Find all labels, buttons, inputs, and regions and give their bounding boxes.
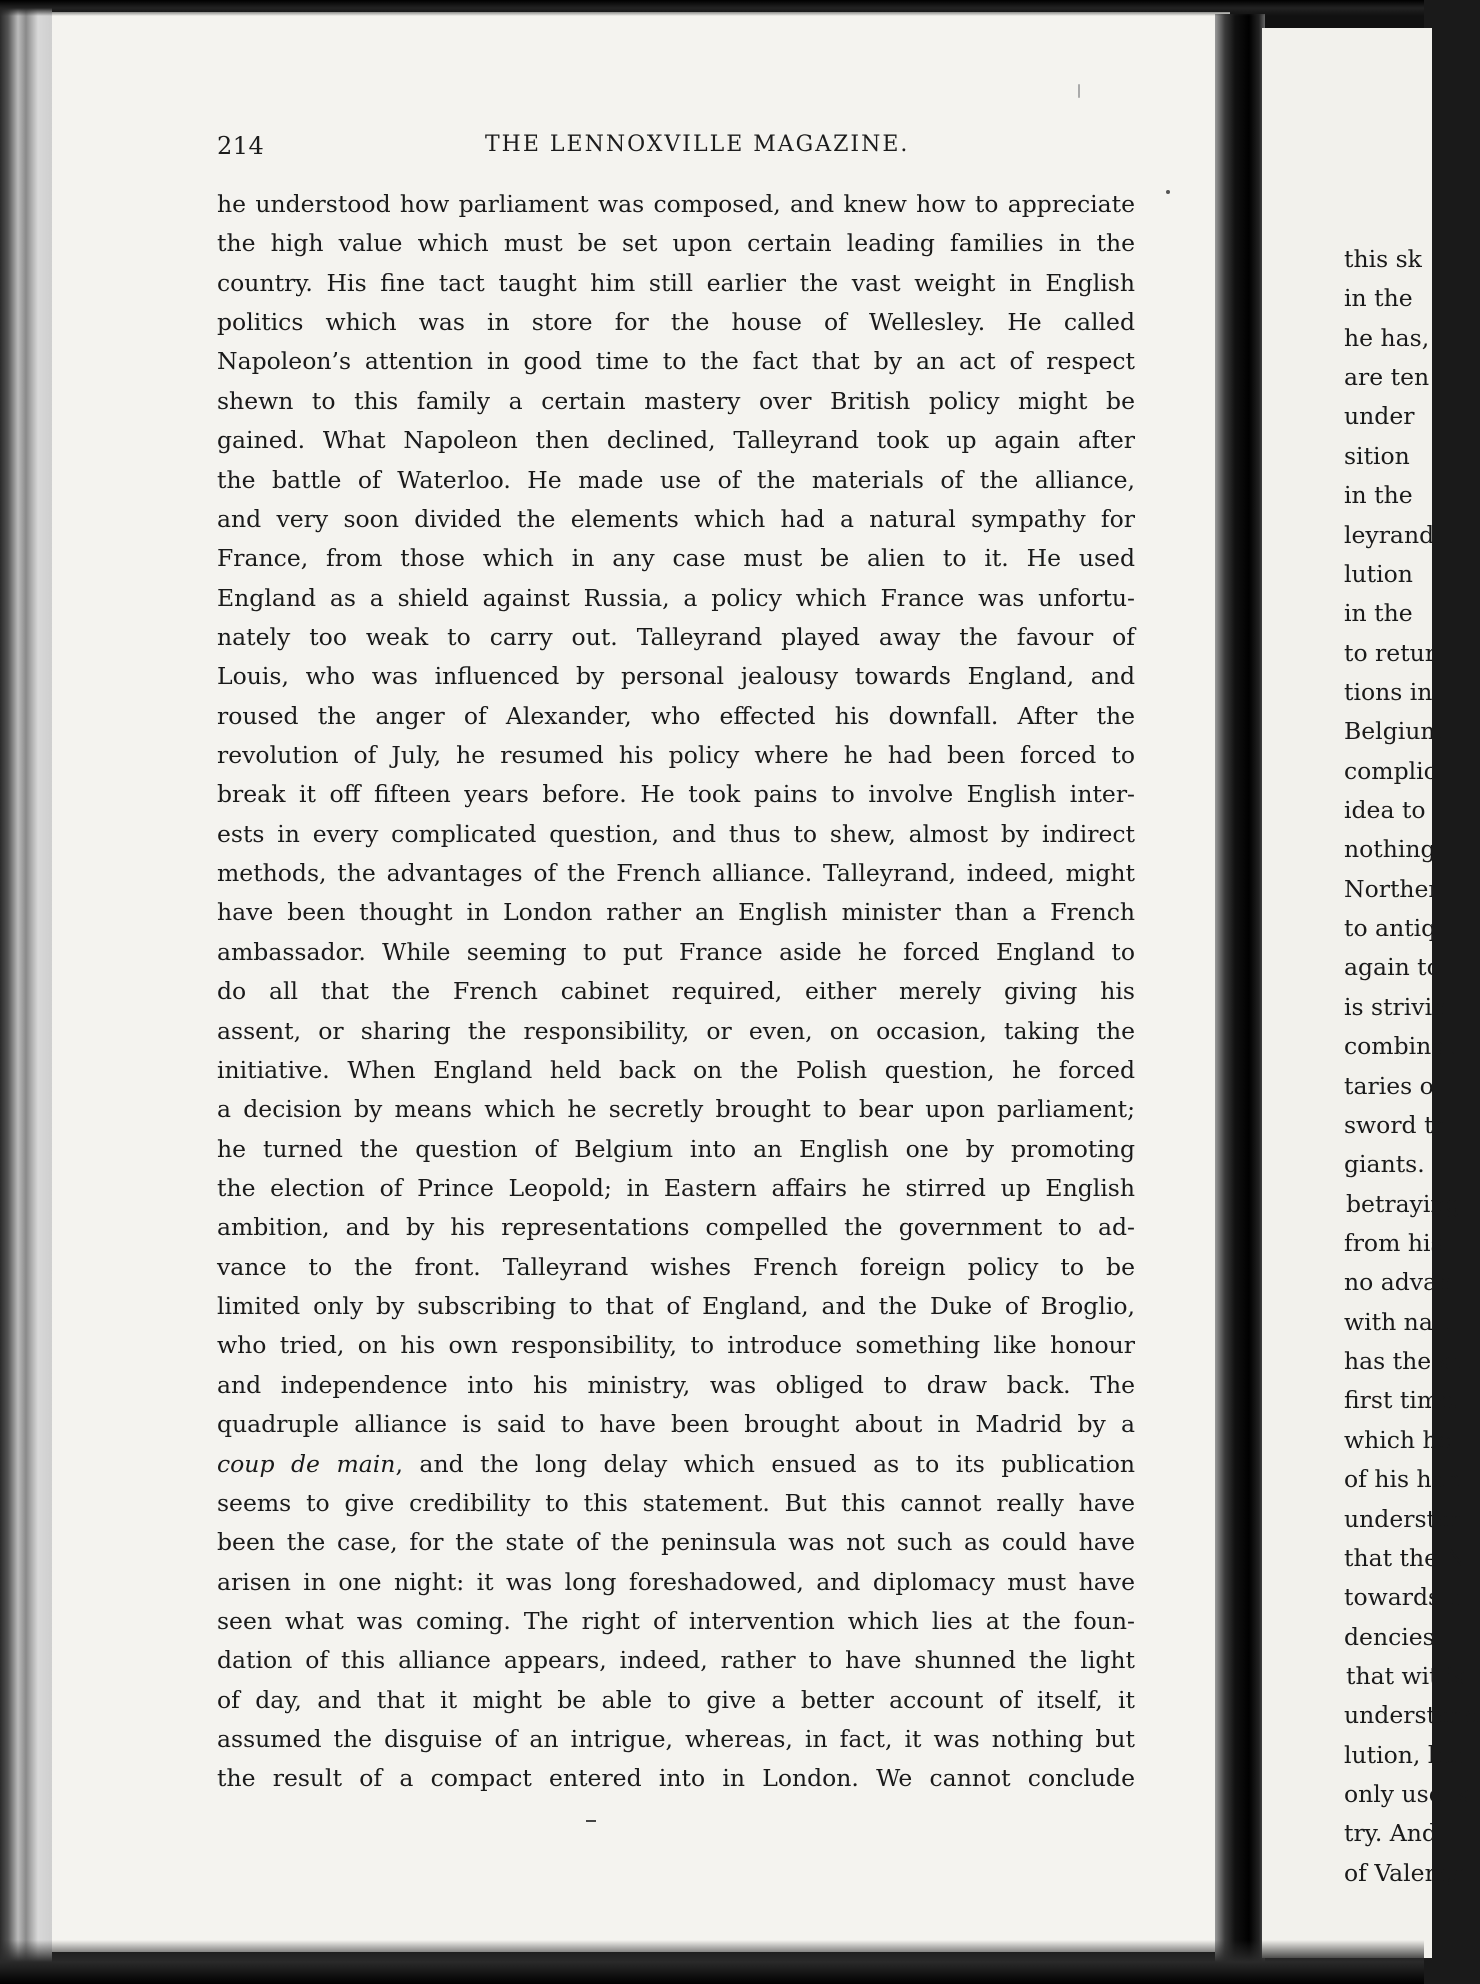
facing-text-line: combinat <box>1344 1032 1455 1061</box>
text-line: ambassador. While seeming to put France aside he forced England to <box>217 937 1135 966</box>
text-line: gained. What Napoleon then declined, Talleyrand took up again after <box>217 426 1135 455</box>
facing-text-line: dencies. <box>1344 1622 1443 1651</box>
facing-text-line: Belgium <box>1344 717 1443 746</box>
facing-text-line: in the <box>1344 284 1413 313</box>
facing-text-line: no advan <box>1344 1268 1453 1297</box>
text-line: a decision by means which he secretly brought to bear upon parliament; <box>217 1095 1135 1124</box>
facing-text-line: that the N <box>1344 1543 1467 1572</box>
text-line: assumed the disguise of an intrigue, whereas, in fact, it was nothing but <box>217 1725 1135 1754</box>
facing-text-line: of his han <box>1344 1465 1461 1494</box>
facing-text-line: giants. <box>1344 1150 1425 1179</box>
text-line: France, from those which in any case must be alien to it. He used <box>217 544 1135 573</box>
facing-text-line: under <box>1344 402 1415 431</box>
facing-text-line: in the <box>1344 599 1413 628</box>
facing-text-line: try. And <box>1344 1819 1437 1848</box>
text-line: the high value which must be set upon certain leading families in the <box>217 229 1135 258</box>
text-line: have been thought in London rather an English minister than a French <box>217 898 1135 927</box>
text-line: vance to the front. Talleyrand wishes French foreign policy to be <box>217 1252 1135 1281</box>
text-line: ambition, and by his representations compelled the government to ad- <box>217 1213 1135 1242</box>
bottom-edge-shadow <box>0 1940 1424 1984</box>
page-number: 214 <box>217 132 265 160</box>
text-line: methods, the advantages of the French alliance. Talleyrand, indeed, might <box>217 859 1135 888</box>
text-line: arisen in one night: it was long foreshadowed, and diplomacy must have <box>217 1567 1135 1596</box>
text-line: nately too weak to carry out. Talleyrand played away the favour of <box>217 622 1135 651</box>
text-line: dation of this alliance appears, indeed, rather to have shunned the light <box>217 1646 1135 1675</box>
text-line: do all that the French cabinet required, either merely giving his <box>217 977 1135 1006</box>
facing-text-line: from his <box>1344 1228 1443 1257</box>
book-binding-edge <box>0 0 52 1984</box>
text-line: country. His fine tact taught him still earlier the vast weight in English <box>217 268 1135 297</box>
text-line: Louis, who was influenced by personal jealousy towards England, and <box>217 662 1135 691</box>
facing-text-line: which he <box>1344 1425 1452 1454</box>
facing-text-line: lution <box>1344 559 1413 588</box>
facing-page <box>1262 28 1480 1958</box>
facing-text-line: nothing <box>1344 835 1436 864</box>
facing-text-line: towards it <box>1344 1583 1465 1612</box>
text-line: coup de main, and the long delay which ensued as to its publication <box>217 1449 1135 1478</box>
facing-text-line: only use is <box>1344 1780 1470 1809</box>
facing-text-line: that wit is <box>1346 1661 1466 1690</box>
text-line: initiative. When England held back on the Polish question, he forced <box>217 1055 1135 1084</box>
italic-phrase: coup de main <box>217 1449 396 1478</box>
text-line: and independence into his ministry, was obliged to draw back. The <box>217 1370 1135 1399</box>
text-line: and very soon divided the elements which had a natural sympathy for <box>217 504 1135 533</box>
top-edge-shadow <box>0 0 1424 16</box>
text-line: ests in every complicated question, and thus to shew, almost by indirect <box>217 819 1135 848</box>
facing-text-line: has the st <box>1344 1347 1461 1376</box>
text-line: seen what was coming. The right of intervention which lies at the foun- <box>217 1606 1135 1635</box>
facing-text-line: is strivin <box>1344 992 1448 1021</box>
facing-text-line: tions in <box>1344 677 1433 706</box>
facing-text-line: to antiq <box>1344 914 1437 943</box>
facing-text-line: taries of <box>1344 1071 1443 1100</box>
facing-text-line: first time. <box>1344 1386 1461 1415</box>
facing-text-line: understan <box>1344 1504 1466 1533</box>
text-line: seems to give credibility to this statement. But this cannot really have <box>217 1488 1135 1517</box>
ink-speck <box>1166 190 1170 194</box>
text-line: revolution of July, he resumed his policy where he had been forced to <box>217 741 1135 770</box>
facing-text-line: this sk <box>1344 245 1422 273</box>
text-line: shewn to this family a certain mastery over British policy might be <box>217 386 1135 415</box>
body-text <box>217 185 1135 1799</box>
text-line: quadruple alliance is said to have been brought about in Madrid by a <box>217 1410 1135 1439</box>
text-line: who tried, on his own responsibility, to introduce something like honour <box>217 1331 1135 1360</box>
facing-text-line: again to <box>1344 953 1441 982</box>
facing-page-text <box>1344 240 1480 1893</box>
facing-text-line: he has, <box>1344 323 1430 352</box>
text-line: Napoleon’s attention in good time to the fact that by an act of respect <box>217 347 1135 376</box>
text-line: England as a shield against Russia, a policy which France was unfortu- <box>217 583 1135 612</box>
text-line: the result of a compact entered into in London. We cannot conclude <box>217 1764 1135 1793</box>
page-header <box>217 132 1135 172</box>
facing-text-line: lution, but <box>1344 1740 1468 1769</box>
text-line: limited only by subscribing to that of England, and the Duke of Broglio, <box>217 1292 1135 1321</box>
text-line: assent, or sharing the responsibility, or even, on occasion, taking the <box>217 1016 1135 1045</box>
text-line: he understood how parliament was composed, and knew how to appreciate <box>217 190 1135 218</box>
text-line: the election of Prince Leopold; in Eastern affairs he stirred up English <box>217 1173 1135 1202</box>
facing-text-line: leyrand <box>1344 520 1435 549</box>
facing-text-line: idea to <box>1344 796 1426 825</box>
text-line: of day, and that it might be able to give a better account of itself, it <box>217 1685 1135 1714</box>
running-title: THE LENNOXVILLE MAGAZINE. <box>485 132 910 157</box>
text-line: politics which was in store for the house of Wellesley. He called <box>217 308 1135 337</box>
facing-text-line: are ten <box>1344 363 1430 392</box>
text-line: he turned the question of Belgium into an English one by promoting <box>217 1134 1135 1163</box>
facing-text-line: sition <box>1344 441 1410 470</box>
text-line: roused the anger of Alexander, who effected his downfall. After the <box>217 701 1135 730</box>
gutter-shadow <box>1215 14 1265 1964</box>
facing-text-line: understand <box>1344 1701 1480 1730</box>
text-line: been the case, for the state of the peninsula was not such as could have <box>217 1528 1135 1557</box>
facing-text-line: with nati <box>1344 1307 1450 1336</box>
facing-text-line: betraying <box>1346 1189 1461 1218</box>
text-line: break it off fifteen years before. He took pains to involve English inter- <box>217 780 1135 809</box>
facing-text-line: Norther <box>1344 874 1440 903</box>
facing-text-line: complic <box>1344 756 1437 785</box>
ink-speck <box>1078 84 1080 98</box>
facing-text-line: to retur <box>1344 638 1437 667</box>
facing-text-line: sword tr <box>1344 1110 1445 1139</box>
facing-text-line: of Valença <box>1344 1858 1467 1887</box>
page-mark <box>586 1820 596 1822</box>
text-line: the battle of Waterloo. He made use of the materials of the alliance, <box>217 465 1135 494</box>
facing-text-line: in the <box>1344 481 1413 510</box>
